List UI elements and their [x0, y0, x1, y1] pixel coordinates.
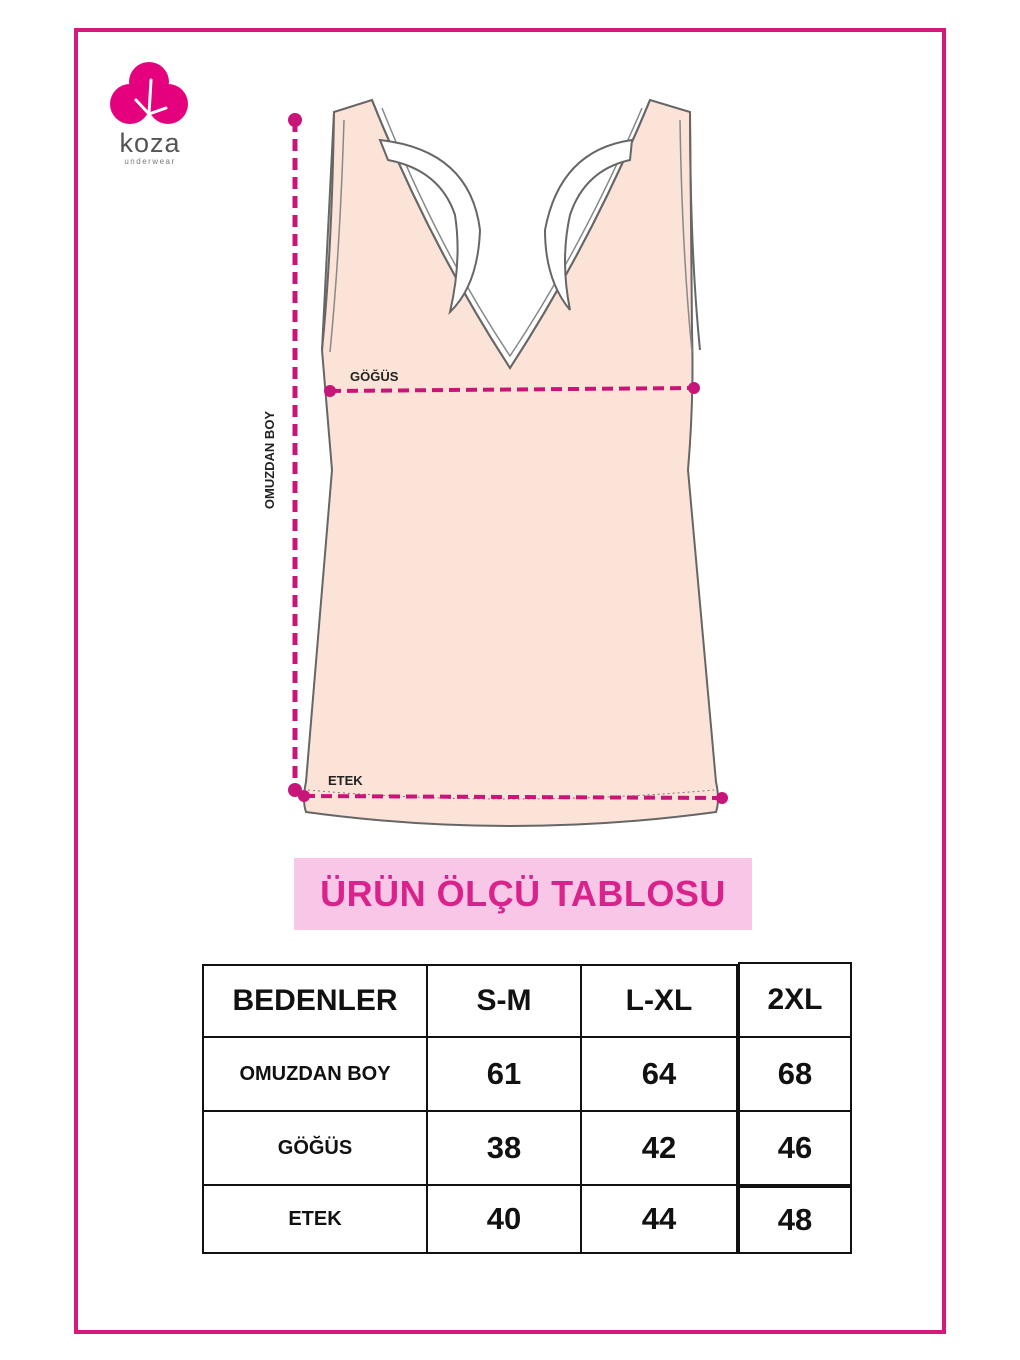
- table-header-size: S-M: [426, 964, 582, 1038]
- table-row-label: GÖĞÜS: [202, 1110, 428, 1186]
- label-hem: ETEK: [328, 773, 363, 788]
- table-cell: 40: [426, 1184, 582, 1254]
- brand-name: koza: [119, 128, 181, 158]
- table-header-label: BEDENLER: [202, 964, 428, 1038]
- table-header-size: L-XL: [580, 964, 738, 1038]
- table-cell: 38: [426, 1110, 582, 1186]
- size-chart-title: ÜRÜN ÖLÇÜ TABLOSU: [294, 858, 752, 930]
- table-cell: 46: [738, 1110, 852, 1186]
- table-row-label: ETEK: [202, 1184, 428, 1254]
- label-chest: GÖĞÜS: [350, 369, 399, 384]
- table-cell: 42: [580, 1110, 738, 1186]
- label-length: OMUZDAN BOY: [262, 410, 277, 510]
- tank-top-body: [304, 100, 718, 826]
- table-header-size: 2XL: [738, 962, 852, 1038]
- table-cell: 44: [580, 1184, 738, 1254]
- table-cell: 64: [580, 1036, 738, 1112]
- table-cell: 68: [738, 1036, 852, 1112]
- table-cell: 61: [426, 1036, 582, 1112]
- brand-tagline: underwear: [124, 157, 176, 166]
- table-row-label: OMUZDAN BOY: [202, 1036, 428, 1112]
- table-cell: 48: [738, 1186, 852, 1254]
